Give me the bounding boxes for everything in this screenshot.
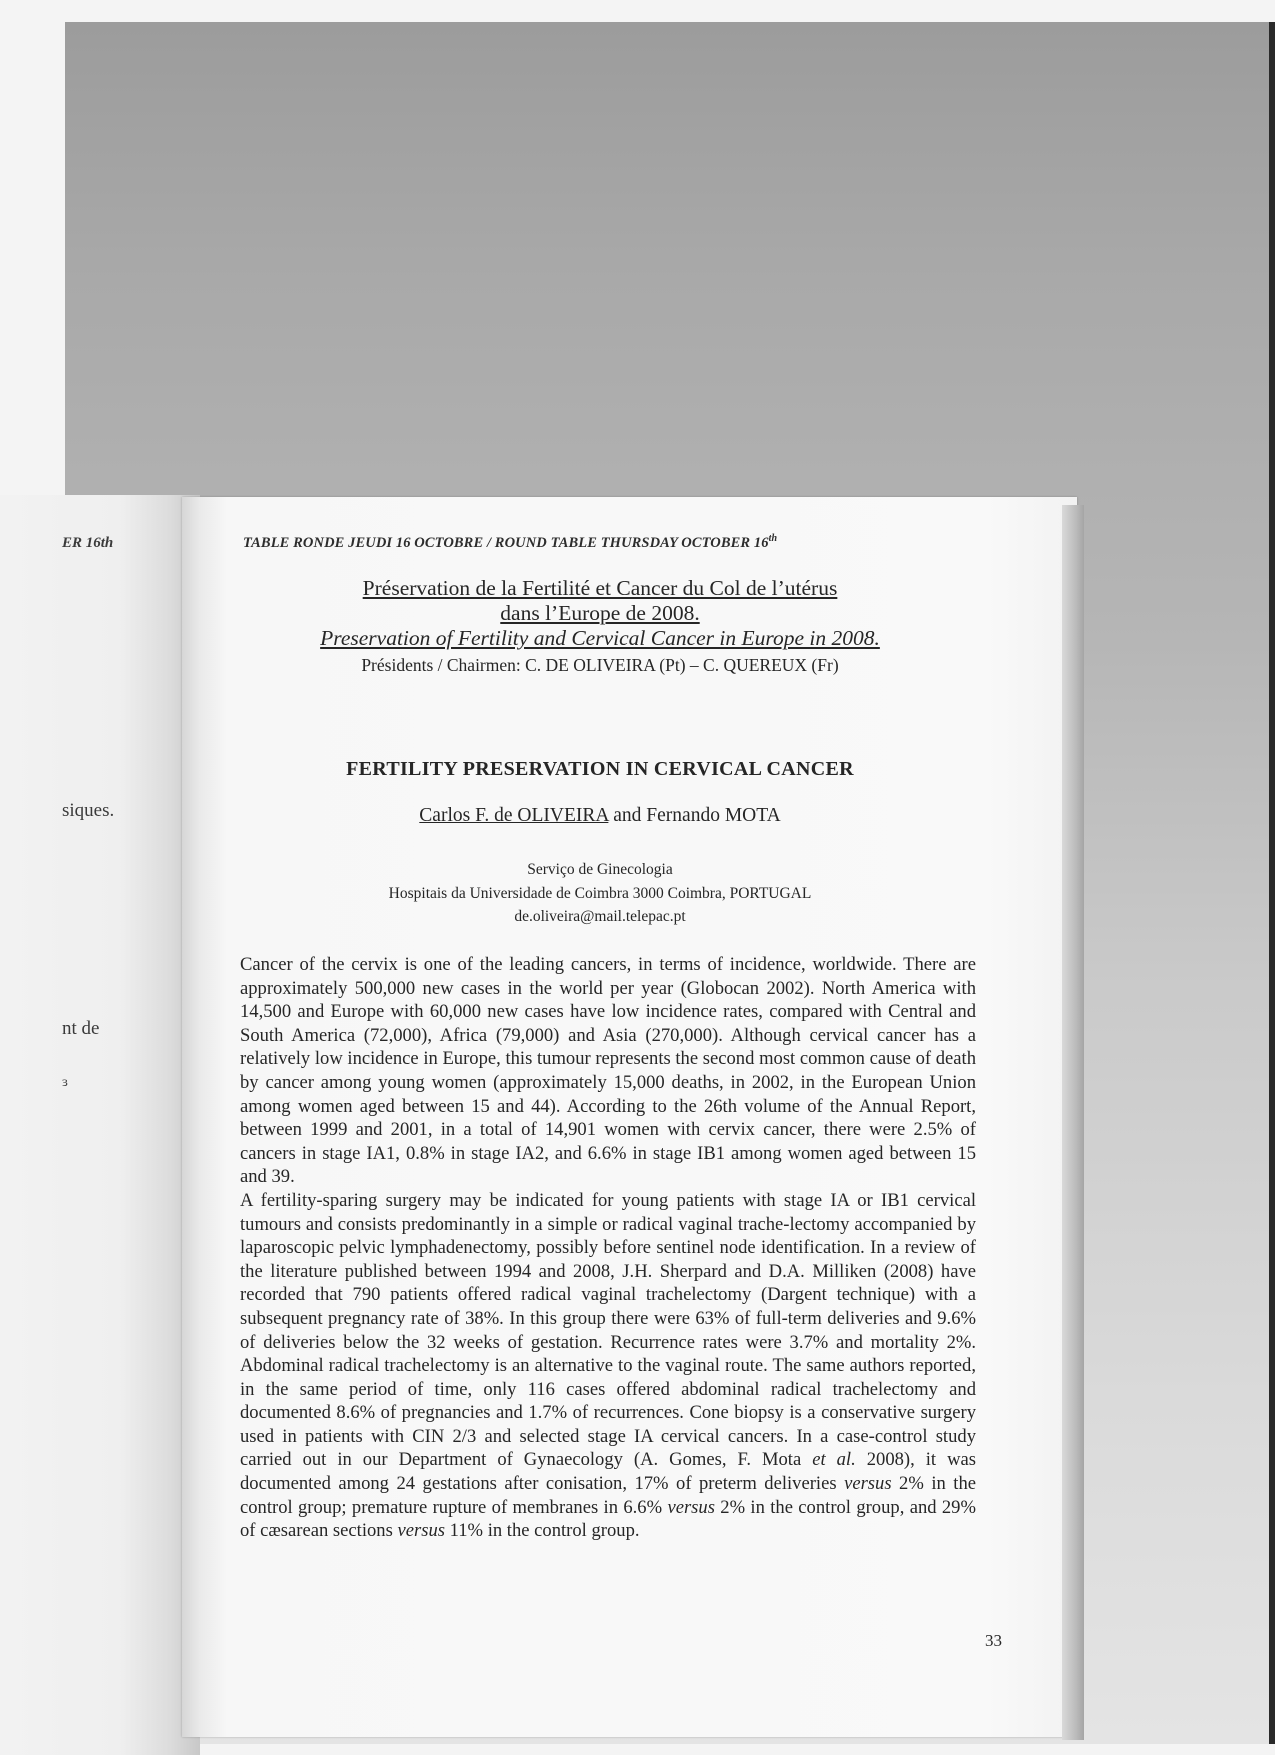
- session-title-fr-line2: dans l’Europe de 2008.: [500, 601, 700, 625]
- left-page-fragment-header: ER 16th: [62, 535, 114, 551]
- session-title-block: [240, 576, 960, 678]
- article-body: [240, 953, 976, 1543]
- underlying-left-page: [0, 495, 200, 1755]
- article-authors: [240, 805, 960, 827]
- left-page-fragment: siques.: [62, 800, 115, 821]
- author-affiliation: [240, 858, 960, 929]
- author-primary: Carlos F. de OLIVEIRA: [419, 805, 609, 826]
- session-title-en: Preservation of Fertility and Cervical Cancer in Europe in 2008.: [320, 626, 880, 650]
- article-title: FERTILITY PRESERVATION IN CERVICAL CANCER: [346, 758, 854, 780]
- affiliation-email: de.oliveira@mail.telepac.pt: [514, 908, 686, 925]
- affiliation-institution: Hospitais da Universidade de Coimbra 3000 Coimbra, PORTUGAL: [388, 884, 812, 902]
- session-presidents: Présidents / Chairmen: C. DE OLIVEIRA (Pt) – C. QUEREUX (Fr): [361, 655, 839, 675]
- running-header: TABLE RONDE JEUDI 16 OCTOBRE / ROUND TABLE THURSDAY OCTOBER 16th: [243, 533, 778, 551]
- session-title-fr-line1: Préservation de la Fertilité et Cancer du Col de l’utérus: [362, 576, 838, 600]
- body-paragraph: Cancer of the cervix is one of the leading cancers, in terms of incidence, worldwide. There are approximately 500,000 new cases in the world per year (Globocan 2002). North America with 14,500 and Europe with 60,000 new cases have low incidence rates, compared with Central and South America (72,000), Africa (79,000) and Asia (270,000). Although cervical cancer has a relatively low incidence in Europe, this tumour represents the second most common cause of death by cancer among young women (approximately 15,000 deaths, in 2002, in the European Union among women aged between 15 and 44). According to the 26th volume of the Annual Report, between 1999 and 2001, in a total of 14,901 women with cervix cancer, there were 2.5% of cancers in stage IA1, 0.8% in stage IA2, and 6.6% in stage IB1 among women aged between 15 and 39.: [240, 954, 976, 1188]
- page-number: 33: [985, 1631, 1002, 1650]
- affiliation-department: Serviço de Ginecologia: [527, 861, 673, 878]
- page-edge-shadow: [1062, 505, 1084, 1740]
- scan-edge: [1269, 22, 1275, 1744]
- left-page-fragment: ɜ: [62, 1075, 68, 1090]
- left-page-fragment: nt de: [62, 1018, 100, 1039]
- body-paragraph: A fertility-sparing surgery may be indicated for young patients with stage IA or IB1 cervical tumours and consists predominantly in a simple or radical vaginal trache-lectomy accompanied by laparoscopic pelvic lymphadenectomy, possibly before sentinel node identification. In a review of the literature published between 1994 and 2008, J.H. Sherpard and D.A. Milliken (2008) have recorded that 790 patients offered radical vaginal trachelectomy (Dargent technique) with a subsequent pregnancy rate of 38%. In this group there were 63% of full-term deliveries and 9.6% of deliveries below the 32 weeks of gestation. Recurrence rates were 3.7% and mortality 2%. Abdominal radical trachelectomy is an alternative to the vaginal route. The same authors reported, in the same period of time, only 116 cases offered abdominal radical trachelectomy and documented 8.6% of pregnancies and 1.7% of recurrences. Cone biopsy is a conservative surgery used in patients with CIN 2/3 and selected stage IA cervical cancers. In a case-control study carried out in our Department of Gynaecology (A. Gomes, F. Mota et al. 2008), it was documented among 24 gestations after conisation, 17% of preterm deliveries versus 2% in the control group; premature rupture of membranes in 6.6% versus 2% in the control group, and 29% of cæsarean sections versus 11% in the control group.: [240, 1189, 976, 1542]
- author-secondary: and Fernando MOTA: [608, 805, 781, 826]
